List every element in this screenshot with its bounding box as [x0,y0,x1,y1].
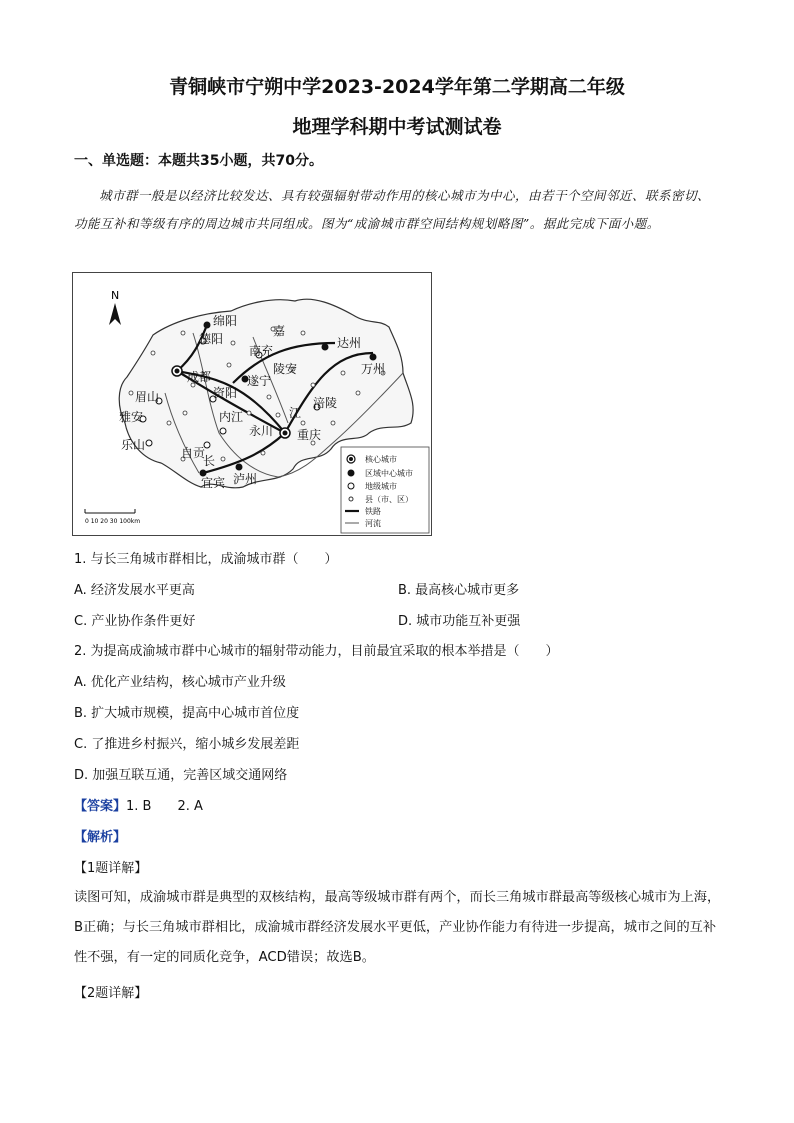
q2-option-a[interactable]: A. 优化产业结构，核心城市产业升级 [74,675,286,690]
legend-railway: 铁路 [365,507,381,516]
scale-label: 0 10 20 30 100km [85,518,141,525]
answer-value: 1. B 2. A [126,799,203,814]
q2-stem: 2. 为提高成渝城市群中心城市的辐射带动能力，目前最宜采取的根本举措是（ ） [74,644,559,659]
label-an: 安 [285,362,298,376]
q2-option-c[interactable]: C. 了推进乡村振兴，缩小城乡发展差距 [74,737,300,752]
legend-prefecture: 地级城市 [365,482,397,491]
q1-option-b[interactable]: B. 最高核心城市更多 [398,583,520,598]
answer-line [74,795,203,814]
north-label: N [111,289,120,302]
label-fuling: 涪陵 [313,396,338,410]
q1-stem: 1. 与长三角城市群相比，成渝城市群（ ） [74,552,338,567]
city-neijiang [220,428,226,434]
q1-option-d[interactable]: D. 城市功能互补更强 [398,614,521,629]
label-yibin: 宜宾 [201,476,226,490]
label-ziyang: 资阳 [213,386,238,400]
exam-subtitle: 地理学科期中考试测试卷 [292,116,502,138]
label-yongchuan: 永川 [249,424,274,438]
map-svg [73,273,431,535]
detail2-label: 【2题详解】 [74,986,148,1001]
north-arrow-icon [109,303,121,325]
answer-label: 【答案】 [74,799,127,814]
legend-county: 县（市、区） [365,495,413,504]
label-yaan: 雅安 [119,410,144,424]
chengyu-map [72,272,432,536]
exam-title: 青铜峡市宁朔中学2023-2024学年第二学期高二年级 [169,76,625,98]
label-luzhou: 泸州 [233,472,258,486]
q2-option-d[interactable]: D. 加强互联互通，完善区域交通网络 [74,768,288,783]
city-leshan [146,440,152,446]
label-zigong: 自贡 [181,446,206,460]
label-jia: 嘉 [273,324,286,338]
detail1-label: 【1题详解】 [74,861,148,876]
analysis-label: 【解析】 [74,830,127,845]
regional-center-dazhou [322,344,329,351]
label-chengdu: 成都 [187,370,212,384]
label-ling: 陵 [273,362,286,376]
section-heading: 一、单选题：本题共35小题，共70分。 [74,153,323,169]
label-chongqing: 重庆 [297,428,322,442]
label-nanchong: 南充 [249,344,274,358]
legend-core: 核心城市 [365,455,397,464]
label-wanzhou: 万州 [361,362,386,376]
q2-option-b[interactable]: B. 扩大城市规模，提高中心城市首位度 [74,706,300,721]
q1-option-c[interactable]: C. 产业协作条件更好 [74,614,196,629]
label-suining: 遂宁 [247,374,272,388]
legend-regional: 区域中心城市 [365,469,413,478]
scale-bar [85,509,140,525]
q1-option-a[interactable]: A. 经济发展水平更高 [74,583,195,598]
label-dazhou: 达州 [337,336,362,350]
legend-river: 河流 [365,519,381,528]
detail1-text: 读图可知，成渝城市群是典型的双核结构，最高等级城市群有两个，而长三角城市群最高等级核心城市为上海，B正确；与长三角城市群相比，成渝城市群经济发展水平更低，产业协作能力有待进一步提高，城市之间的互补性不强，有一定的同质化竞争，ACD错误；故选B。 [74,890,721,965]
label-mianyang: 绵阳 [213,314,238,328]
intro-paragraph: 城市群一般是以经济比较发达、具有较强辐射带动作用的核心城市为中心，由若干个空间邻近、联系密切、功能互补和等级有序的周边城市共同组成。图为“成渝城市群空间结构规划略图”。据此完成下面小题。 [74,188,711,231]
label-chang: 长 [203,454,216,468]
label-deyang: 德阳 [199,332,224,346]
label-neijiang: 内江 [219,410,244,424]
label-meishan: 眉山 [135,390,160,404]
map-legend [341,447,429,533]
regional-center-wanzhou [370,354,377,361]
label-jiang: 江 [289,406,302,420]
regional-center-mianyang [204,322,211,329]
regional-center-luzhou [236,464,243,471]
label-leshan: 乐山 [121,438,146,452]
